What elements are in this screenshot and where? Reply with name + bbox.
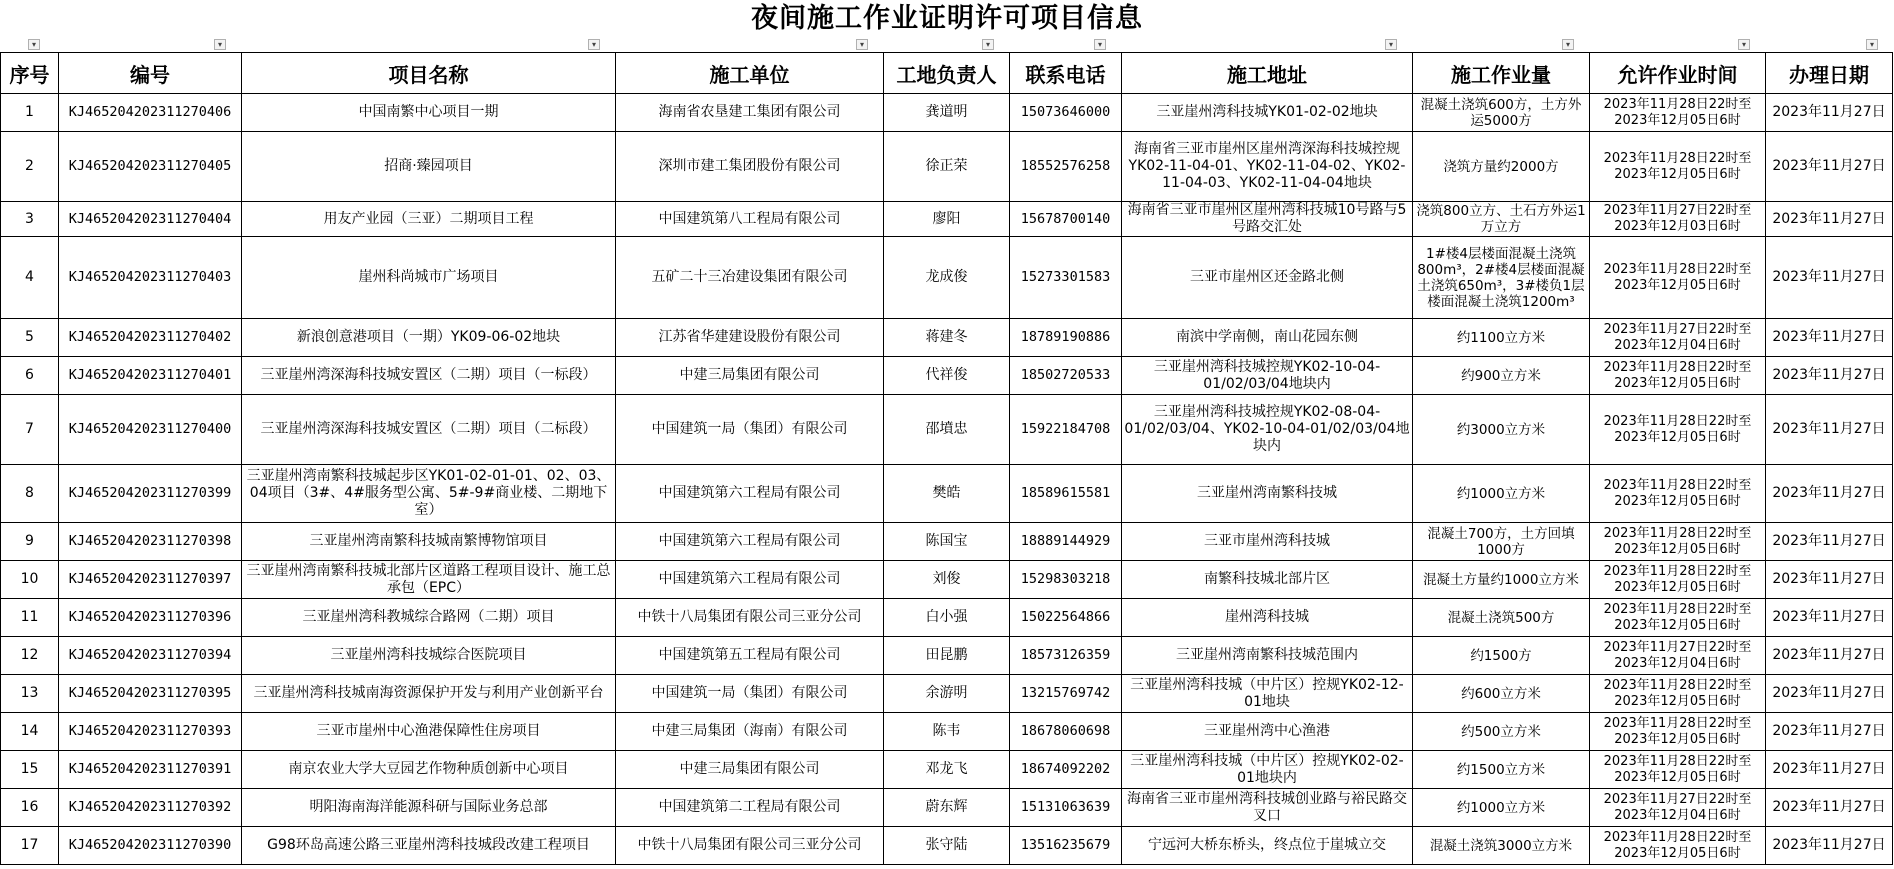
cell-code[interactable]: KJ465204202311270396 xyxy=(59,599,242,637)
cell-construction-unit[interactable]: 中铁十八局集团有限公司三亚分公司 xyxy=(616,599,884,637)
cell-project-name[interactable]: 南京农业大学大豆园艺作物种质创新中心项目 xyxy=(242,751,616,789)
table-row xyxy=(1,202,1893,237)
filter-dropdown-icon[interactable]: ▾ xyxy=(1385,39,1397,50)
col-header-no[interactable]: 序号 xyxy=(1,53,59,94)
cell-construction-unit[interactable]: 中建三局集团有限公司 xyxy=(616,751,884,789)
cell-construction-unit[interactable]: 海南省农垦建工集团有限公司 xyxy=(616,94,884,132)
cell-work-volume[interactable]: 浇筑800立方、土石方外运1万立方 xyxy=(1413,202,1590,237)
permit-table xyxy=(0,52,1893,865)
cell-allowed-time[interactable]: 2023年11月28日22时至2023年12月05日6时 xyxy=(1590,561,1766,599)
cell-project-name[interactable]: 三亚崖州湾科技城综合医院项目 xyxy=(242,637,616,675)
cell-date[interactable]: 2023年11月27日 xyxy=(1766,561,1893,599)
cell-address[interactable]: 三亚崖州湾科技城控规YK02-08-04-01/02/03/04、YK02-10-04-01/02/03/04地块内 xyxy=(1122,395,1413,465)
table-row xyxy=(1,395,1893,465)
cell-site-manager[interactable]: 樊皓 xyxy=(884,465,1010,523)
cell-date[interactable]: 2023年11月27日 xyxy=(1766,523,1893,561)
cell-site-manager[interactable]: 张守陆 xyxy=(884,827,1010,865)
cell-project-name[interactable]: 招商·臻园项目 xyxy=(242,132,616,202)
cell-phone[interactable]: 18889144929 xyxy=(1010,523,1122,561)
filter-dropdown-icon[interactable]: ▾ xyxy=(856,39,868,50)
col-header-time[interactable]: 允许作业时间 xyxy=(1590,53,1766,94)
cell-date[interactable]: 2023年11月27日 xyxy=(1766,637,1893,675)
cell-code[interactable]: KJ465204202311270398 xyxy=(59,523,242,561)
table-row xyxy=(1,132,1893,202)
cell-site-manager[interactable]: 邓龙飞 xyxy=(884,751,1010,789)
header-row xyxy=(1,53,1893,94)
cell-project-name[interactable]: 明阳海南海洋能源科研与国际业务总部 xyxy=(242,789,616,827)
cell-project-name[interactable]: 三亚崖州湾深海科技城安置区（二期）项目（二标段） xyxy=(242,395,616,465)
cell-no[interactable]: 5 xyxy=(1,319,59,357)
cell-site-manager[interactable]: 白小强 xyxy=(884,599,1010,637)
filter-bar xyxy=(0,38,1894,52)
table-row xyxy=(1,523,1893,561)
table-row xyxy=(1,713,1893,751)
table-row xyxy=(1,637,1893,675)
cell-no[interactable]: 15 xyxy=(1,751,59,789)
cell-work-volume[interactable]: 1#楼4层楼面混凝土浇筑800m³，2#楼4层楼面混凝土浇筑650m³，3#楼负1层楼面混凝土浇筑1200m³ xyxy=(1413,237,1590,319)
cell-project-name[interactable]: 中国南繁中心项目一期 xyxy=(242,94,616,132)
cell-address[interactable]: 三亚崖州湾科技城（中片区）控规YK02-12-01地块 xyxy=(1122,675,1413,713)
cell-allowed-time[interactable]: 2023年11月28日22时至2023年12月05日6时 xyxy=(1590,465,1766,523)
cell-project-name[interactable]: 三亚崖州湾南繁科技城南繁博物馆项目 xyxy=(242,523,616,561)
cell-no[interactable]: 13 xyxy=(1,675,59,713)
col-header-volume[interactable]: 施工作业量 xyxy=(1413,53,1590,94)
cell-allowed-time[interactable]: 2023年11月28日22时至2023年12月05日6时 xyxy=(1590,94,1766,132)
cell-work-volume[interactable]: 混凝土浇筑600方，土方外运5000方 xyxy=(1413,94,1590,132)
cell-no[interactable]: 7 xyxy=(1,395,59,465)
cell-no[interactable]: 14 xyxy=(1,713,59,751)
cell-no[interactable]: 4 xyxy=(1,237,59,319)
cell-no[interactable]: 17 xyxy=(1,827,59,865)
cell-construction-unit[interactable]: 中建三局集团有限公司 xyxy=(616,357,884,395)
cell-phone[interactable]: 18674092202 xyxy=(1010,751,1122,789)
cell-address[interactable]: 崖州湾科技城 xyxy=(1122,599,1413,637)
cell-site-manager[interactable]: 田昆鹏 xyxy=(884,637,1010,675)
cell-phone[interactable]: 15022564866 xyxy=(1010,599,1122,637)
cell-code[interactable]: KJ465204202311270397 xyxy=(59,561,242,599)
table-row xyxy=(1,237,1893,319)
cell-code[interactable]: KJ465204202311270406 xyxy=(59,94,242,132)
cell-allowed-time[interactable]: 2023年11月28日22时至2023年12月05日6时 xyxy=(1590,675,1766,713)
cell-date[interactable]: 2023年11月27日 xyxy=(1766,132,1893,202)
cell-work-volume[interactable]: 约1000立方米 xyxy=(1413,789,1590,827)
cell-site-manager[interactable]: 余游明 xyxy=(884,675,1010,713)
cell-construction-unit[interactable]: 中国建筑第八工程局有限公司 xyxy=(616,202,884,237)
cell-construction-unit[interactable]: 中国建筑第二工程局有限公司 xyxy=(616,789,884,827)
cell-address[interactable]: 海南省三亚市崖州区崖州湾深海科技城控规YK02-11-04-01、YK02-11-04-02、YK02-11-04-03、YK02-11-04-04地块 xyxy=(1122,132,1413,202)
cell-site-manager[interactable]: 刘俊 xyxy=(884,561,1010,599)
filter-dropdown-icon[interactable]: ▾ xyxy=(588,39,600,50)
cell-project-name[interactable]: 三亚崖州湾南繁科技城北部片区道路工程项目设计、施工总承包（EPC） xyxy=(242,561,616,599)
cell-work-volume[interactable]: 约1000立方米 xyxy=(1413,465,1590,523)
cell-date[interactable]: 2023年11月27日 xyxy=(1766,202,1893,237)
cell-address[interactable]: 三亚崖州湾南繁科技城 xyxy=(1122,465,1413,523)
cell-address[interactable]: 三亚崖州湾科技城控规YK02-10-04-01/02/03/04地块内 xyxy=(1122,357,1413,395)
cell-address[interactable]: 三亚市崖州区还金路北侧 xyxy=(1122,237,1413,319)
cell-code[interactable]: KJ465204202311270390 xyxy=(59,827,242,865)
cell-address[interactable]: 南繁科技城北部片区 xyxy=(1122,561,1413,599)
cell-allowed-time[interactable]: 2023年11月28日22时至2023年12月05日6时 xyxy=(1590,827,1766,865)
cell-site-manager[interactable]: 邵墳忠 xyxy=(884,395,1010,465)
cell-code[interactable]: KJ465204202311270404 xyxy=(59,202,242,237)
table-row xyxy=(1,675,1893,713)
cell-code[interactable]: KJ465204202311270400 xyxy=(59,395,242,465)
col-header-address[interactable]: 施工地址 xyxy=(1122,53,1413,94)
cell-code[interactable]: KJ465204202311270392 xyxy=(59,789,242,827)
cell-site-manager[interactable]: 蒋建冬 xyxy=(884,319,1010,357)
cell-site-manager[interactable]: 徐正荣 xyxy=(884,132,1010,202)
cell-project-name[interactable]: 用友产业园（三亚）二期项目工程 xyxy=(242,202,616,237)
col-header-name[interactable]: 项目名称 xyxy=(242,53,616,94)
cell-code[interactable]: KJ465204202311270401 xyxy=(59,357,242,395)
cell-date[interactable]: 2023年11月27日 xyxy=(1766,751,1893,789)
table-row xyxy=(1,561,1893,599)
table-row xyxy=(1,827,1893,865)
cell-phone[interactable]: 18589615581 xyxy=(1010,465,1122,523)
cell-date[interactable]: 2023年11月27日 xyxy=(1766,94,1893,132)
cell-allowed-time[interactable]: 2023年11月28日22时至2023年12月05日6时 xyxy=(1590,751,1766,789)
cell-allowed-time[interactable]: 2023年11月28日22时至2023年12月05日6时 xyxy=(1590,395,1766,465)
table-row xyxy=(1,751,1893,789)
cell-allowed-time[interactable]: 2023年11月28日22时至2023年12月05日6时 xyxy=(1590,599,1766,637)
cell-work-volume[interactable]: 约3000立方米 xyxy=(1413,395,1590,465)
cell-construction-unit[interactable]: 五矿二十三冶建设集团有限公司 xyxy=(616,237,884,319)
cell-work-volume[interactable]: 混凝土浇筑500方 xyxy=(1413,599,1590,637)
cell-work-volume[interactable]: 浇筑方量约2000方 xyxy=(1413,132,1590,202)
col-header-phone[interactable]: 联系电话 xyxy=(1010,53,1122,94)
cell-allowed-time[interactable]: 2023年11月27日22时至2023年12月04日6时 xyxy=(1590,789,1766,827)
cell-no[interactable]: 6 xyxy=(1,357,59,395)
table-row xyxy=(1,94,1893,132)
cell-date[interactable]: 2023年11月27日 xyxy=(1766,789,1893,827)
cell-project-name[interactable]: 三亚崖州湾南繁科技城起步区YK01-02-01-01、02、03、04项目（3#、4#服务型公寓、5#-9#商业楼、二期地下室） xyxy=(242,465,616,523)
cell-allowed-time[interactable]: 2023年11月28日22时至2023年12月05日6时 xyxy=(1590,132,1766,202)
cell-site-manager[interactable]: 代祥俊 xyxy=(884,357,1010,395)
cell-address[interactable]: 南滨中学南侧，南山花园东侧 xyxy=(1122,319,1413,357)
cell-date[interactable]: 2023年11月27日 xyxy=(1766,395,1893,465)
cell-project-name[interactable]: 崖州科尚城市广场项目 xyxy=(242,237,616,319)
cell-phone[interactable]: 18502720533 xyxy=(1010,357,1122,395)
cell-address[interactable]: 三亚崖州湾中心渔港 xyxy=(1122,713,1413,751)
cell-work-volume[interactable]: 约1500方 xyxy=(1413,637,1590,675)
cell-site-manager[interactable]: 龚道明 xyxy=(884,94,1010,132)
cell-allowed-time[interactable]: 2023年11月27日22时至2023年12月03日6时 xyxy=(1590,202,1766,237)
cell-site-manager[interactable]: 龙成俊 xyxy=(884,237,1010,319)
cell-work-volume[interactable]: 混凝土方量约1000立方米 xyxy=(1413,561,1590,599)
cell-site-manager[interactable]: 陈国宝 xyxy=(884,523,1010,561)
cell-address[interactable]: 海南省三亚市崖州湾科技城创业路与裕民路交叉口 xyxy=(1122,789,1413,827)
cell-no[interactable]: 12 xyxy=(1,637,59,675)
cell-work-volume[interactable]: 约1500立方米 xyxy=(1413,751,1590,789)
cell-construction-unit[interactable]: 中国建筑一局（集团）有限公司 xyxy=(616,395,884,465)
filter-dropdown-icon[interactable]: ▾ xyxy=(1094,39,1106,50)
cell-address[interactable]: 三亚市崖州湾科技城 xyxy=(1122,523,1413,561)
cell-construction-unit[interactable]: 江苏省华建建设股份有限公司 xyxy=(616,319,884,357)
cell-project-name[interactable]: 新浪创意港项目（一期）YK09-06-02地块 xyxy=(242,319,616,357)
filter-dropdown-icon[interactable]: ▾ xyxy=(1562,39,1574,50)
cell-site-manager[interactable]: 蔚东辉 xyxy=(884,789,1010,827)
cell-date[interactable]: 2023年11月27日 xyxy=(1766,357,1893,395)
cell-date[interactable]: 2023年11月27日 xyxy=(1766,599,1893,637)
cell-work-volume[interactable]: 混凝土浇筑3000立方米 xyxy=(1413,827,1590,865)
cell-address[interactable]: 三亚崖州湾南繁科技城范围内 xyxy=(1122,637,1413,675)
cell-no[interactable]: 8 xyxy=(1,465,59,523)
cell-phone[interactable]: 15678700140 xyxy=(1010,202,1122,237)
cell-project-name[interactable]: 三亚崖州湾深海科技城安置区（二期）项目（一标段） xyxy=(242,357,616,395)
cell-phone[interactable]: 15131063639 xyxy=(1010,789,1122,827)
cell-code[interactable]: KJ465204202311270391 xyxy=(59,751,242,789)
cell-address[interactable]: 海南省三亚市崖州区崖州湾科技城10号路与5号路交汇处 xyxy=(1122,202,1413,237)
table-row xyxy=(1,599,1893,637)
cell-phone[interactable]: 15073646000 xyxy=(1010,94,1122,132)
col-header-manager[interactable]: 工地负责人 xyxy=(884,53,1010,94)
cell-construction-unit[interactable]: 中国建筑一局（集团）有限公司 xyxy=(616,675,884,713)
cell-project-name[interactable]: 三亚崖州湾科技城南海资源保护开发与利用产业创新平台 xyxy=(242,675,616,713)
cell-no[interactable]: 1 xyxy=(1,94,59,132)
table-row xyxy=(1,319,1893,357)
cell-work-volume[interactable]: 约600立方米 xyxy=(1413,675,1590,713)
cell-construction-unit[interactable]: 中铁十八局集团有限公司三亚分公司 xyxy=(616,827,884,865)
cell-allowed-time[interactable]: 2023年11月28日22时至2023年12月05日6时 xyxy=(1590,523,1766,561)
cell-phone[interactable]: 13516235679 xyxy=(1010,827,1122,865)
filter-dropdown-icon[interactable]: ▾ xyxy=(214,39,226,50)
cell-construction-unit[interactable]: 中国建筑第六工程局有限公司 xyxy=(616,465,884,523)
cell-project-name[interactable]: G98环岛高速公路三亚崖州湾科技城段改建工程项目 xyxy=(242,827,616,865)
cell-address[interactable]: 宁远河大桥东桥头，终点位于崖城立交 xyxy=(1122,827,1413,865)
cell-allowed-time[interactable]: 2023年11月28日22时至2023年12月05日6时 xyxy=(1590,713,1766,751)
cell-project-name[interactable]: 三亚市崖州中心渔港保障性住房项目 xyxy=(242,713,616,751)
cell-phone[interactable]: 18789190886 xyxy=(1010,319,1122,357)
cell-allowed-time[interactable]: 2023年11月27日22时至2023年12月04日6时 xyxy=(1590,319,1766,357)
cell-code[interactable]: KJ465204202311270395 xyxy=(59,675,242,713)
cell-no[interactable]: 16 xyxy=(1,789,59,827)
cell-code[interactable]: KJ465204202311270403 xyxy=(59,237,242,319)
cell-work-volume[interactable]: 约900立方米 xyxy=(1413,357,1590,395)
cell-allowed-time[interactable]: 2023年11月28日22时至2023年12月05日6时 xyxy=(1590,237,1766,319)
cell-phone[interactable]: 15298303218 xyxy=(1010,561,1122,599)
sheet-title: 夜间施工作业证明许可项目信息 xyxy=(751,3,1143,34)
cell-address[interactable]: 三亚崖州湾科技城YK01-02-02地块 xyxy=(1122,94,1413,132)
cell-site-manager[interactable]: 陈韦 xyxy=(884,713,1010,751)
cell-work-volume[interactable]: 约1100立方米 xyxy=(1413,319,1590,357)
cell-code[interactable]: KJ465204202311270393 xyxy=(59,713,242,751)
cell-code[interactable]: KJ465204202311270402 xyxy=(59,319,242,357)
cell-construction-unit[interactable]: 中国建筑第五工程局有限公司 xyxy=(616,637,884,675)
cell-no[interactable]: 9 xyxy=(1,523,59,561)
cell-date[interactable]: 2023年11月27日 xyxy=(1766,319,1893,357)
col-header-code[interactable]: 编号 xyxy=(59,53,242,94)
cell-no[interactable]: 10 xyxy=(1,561,59,599)
table-row xyxy=(1,789,1893,827)
table-row xyxy=(1,357,1893,395)
cell-code[interactable]: KJ465204202311270394 xyxy=(59,637,242,675)
cell-no[interactable]: 3 xyxy=(1,202,59,237)
cell-phone[interactable]: 15922184708 xyxy=(1010,395,1122,465)
cell-address[interactable]: 三亚崖州湾科技城（中片区）控规YK02-02-01地块内 xyxy=(1122,751,1413,789)
cell-no[interactable]: 11 xyxy=(1,599,59,637)
cell-construction-unit[interactable]: 中国建筑第六工程局有限公司 xyxy=(616,523,884,561)
cell-work-volume[interactable]: 约500立方米 xyxy=(1413,713,1590,751)
cell-site-manager[interactable]: 廖阳 xyxy=(884,202,1010,237)
cell-date[interactable]: 2023年11月27日 xyxy=(1766,465,1893,523)
cell-allowed-time[interactable]: 2023年11月27日22时至2023年12月04日6时 xyxy=(1590,637,1766,675)
cell-date[interactable]: 2023年11月27日 xyxy=(1766,713,1893,751)
cell-phone[interactable]: 18552576258 xyxy=(1010,132,1122,202)
cell-construction-unit[interactable]: 中建三局集团（海南）有限公司 xyxy=(616,713,884,751)
filter-dropdown-icon[interactable]: ▾ xyxy=(1866,39,1878,50)
cell-code[interactable]: KJ465204202311270399 xyxy=(59,465,242,523)
col-header-unit[interactable]: 施工单位 xyxy=(616,53,884,94)
cell-no[interactable]: 2 xyxy=(1,132,59,202)
cell-allowed-time[interactable]: 2023年11月28日22时至2023年12月05日6时 xyxy=(1590,357,1766,395)
table-row xyxy=(1,465,1893,523)
filter-dropdown-icon[interactable]: ▾ xyxy=(982,39,994,50)
cell-phone[interactable]: 13215769742 xyxy=(1010,675,1122,713)
cell-date[interactable]: 2023年11月27日 xyxy=(1766,237,1893,319)
col-header-date[interactable]: 办理日期 xyxy=(1766,53,1893,94)
cell-phone[interactable]: 15273301583 xyxy=(1010,237,1122,319)
cell-project-name[interactable]: 三亚崖州湾科教城综合路网（二期）项目 xyxy=(242,599,616,637)
filter-dropdown-icon[interactable]: ▾ xyxy=(1738,39,1750,50)
cell-phone[interactable]: 18573126359 xyxy=(1010,637,1122,675)
cell-phone[interactable]: 18678060698 xyxy=(1010,713,1122,751)
cell-work-volume[interactable]: 混凝土700方，土方回填1000方 xyxy=(1413,523,1590,561)
filter-dropdown-icon[interactable]: ▾ xyxy=(28,39,40,50)
cell-construction-unit[interactable]: 深圳市建工集团股份有限公司 xyxy=(616,132,884,202)
cell-date[interactable]: 2023年11月27日 xyxy=(1766,827,1893,865)
cell-code[interactable]: KJ465204202311270405 xyxy=(59,132,242,202)
cell-date[interactable]: 2023年11月27日 xyxy=(1766,675,1893,713)
cell-construction-unit[interactable]: 中国建筑第六工程局有限公司 xyxy=(616,561,884,599)
